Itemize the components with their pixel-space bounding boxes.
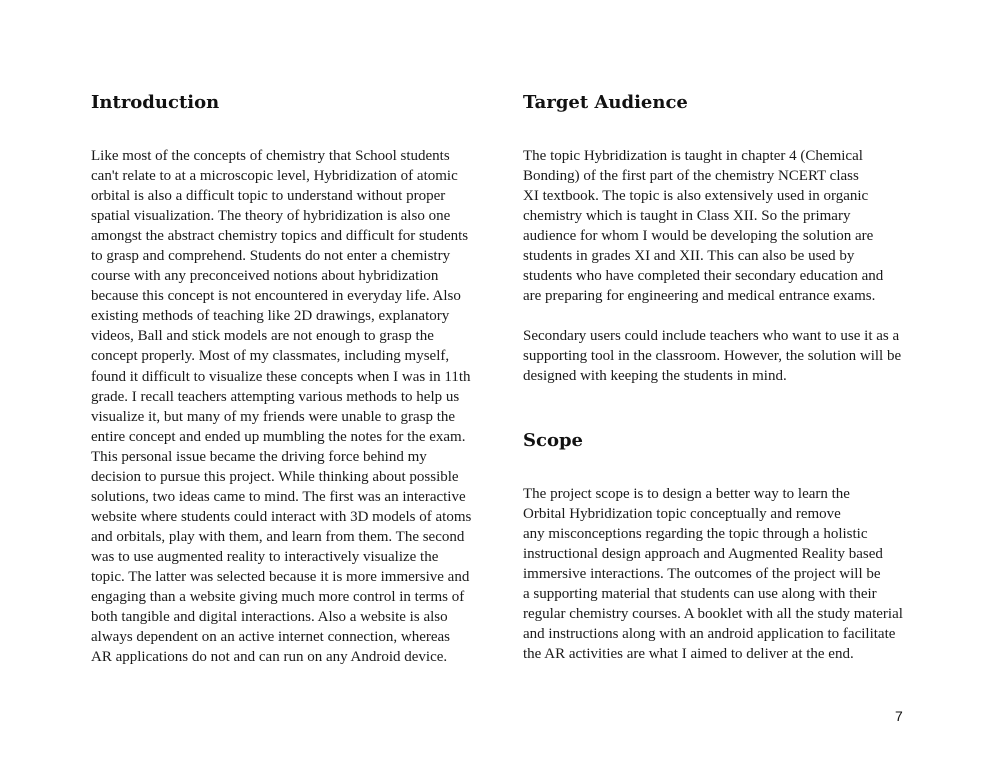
scope-paragraph: The project scope is to design a better way to learn the Orbital Hybridization topic conceptually and remove any misconceptions regarding the topic through a holistic instructional design approach and Augmented Reality based immersive interactions. The outcomes of the project will be a supporting material that students can use along with their regular chemistry courses. A booklet with all the study material and instructions along with an android application to facilitate the AR activities are what I aimed to deliver at the end. [523,485,903,662]
target-audience-paragraph-1: The topic Hybridization is taught in chapter 4 (Chemical Bonding) of the first part of the chemistry NCERT class XI textbook. The topic is also extensively used in organic chemistry which is taught in Class XII. So the primary audience for whom I would be developing the solution are students in grades XI and XII. This can also be used by students who have completed their secondary education and are preparing for engineering and medical entrance exams. [523,148,884,305]
introduction-paragraph: Like most of the concepts of chemistry that School students can't relate to at a microscopic level, Hybridization of atomic orbital is also a difficult topic to understand without proper spatial visualization. The theory of hybridization is also one amongst the abstract chemistry topics and difficult for students to grasp and comprehend. Students do not enter a chemistry course with any preconceived notions about hybridization because this concept is not encountered in everyday life. Also existing methods of teaching like 2D drawings, explanatory videos, Ball and stick models are not enough to grasp the concept properly. Most of my classmates, including myself, found it difficult to visualize these concepts when I was in 11th grade. I recall teachers attempting various methods to help us visualize it, but many of my friends were unable to grasp the entire concept and ended up mumbling the notes for the exam. This personal issue became the driving force behind my decision to pursue this project. While thinking about possible solutions, two ideas came to mind. The first was an interactive website where students could interact with 3D models of atoms and orbitals, play with them, and learn from them. The second was to use augmented reality to interactively visualize the topic. The latter was selected because it is more immersive and engaging than a website giving much more control in terms of both tangible and digital interactions. Also a website is also always dependent on an active internet connection, whereas AR applications do not and can run on any Android device. [91,148,472,666]
page-number: 7 [895,708,903,724]
target-audience-heading: Target Audience [523,92,688,113]
target-audience-paragraph-2: Secondary users could include teachers who want to use it as a supporting tool in the classroom. However, the solution will be designed with keeping the students in mind. [523,328,902,385]
introduction-section [91,90,486,667]
target-audience-section [523,90,918,387]
left-column [91,90,486,667]
right-column [523,90,918,664]
introduction-heading: Introduction [91,92,220,113]
scope-heading: Scope [523,429,584,451]
scope-section [523,428,918,664]
